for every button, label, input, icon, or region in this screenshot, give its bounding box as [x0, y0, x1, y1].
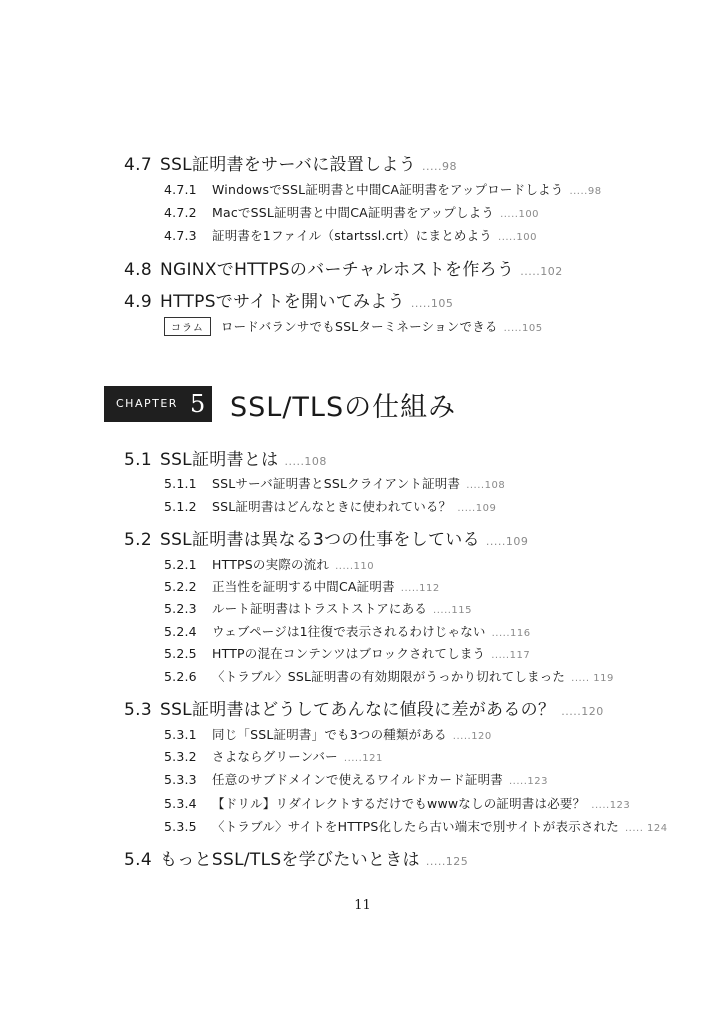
toc-entry: [164, 747, 383, 765]
subsection-number: 5.2.3: [164, 601, 197, 616]
subsection-title: 【ドリル】リダイレクトするだけでもwwwなしの証明書は必要？: [212, 796, 586, 811]
toc-entry: [164, 794, 630, 812]
toc-entry: [124, 255, 563, 280]
page-ref: .....121: [343, 753, 383, 764]
section-title: SSL証明書をサーバに設置しよう: [160, 155, 417, 175]
toc-entry: [124, 287, 453, 312]
section-title: SSL証明書はどうしてあんなに値段に差があるの？: [160, 700, 556, 720]
subsection-number: 5.2.2: [164, 579, 197, 594]
subsection-number: 5.1.2: [164, 499, 197, 514]
toc-entry: [164, 203, 539, 221]
subsection-title: 正当性を証明する中間CA証明書: [212, 579, 395, 594]
subsection-number: 5.2.6: [164, 669, 197, 684]
page-ref: .....109: [457, 503, 497, 514]
toc-entry: [164, 180, 602, 198]
column-title: ロードバランサでもSSLターミネーションできる: [220, 319, 498, 334]
subsection-number: 5.2.1: [164, 557, 197, 572]
toc-entry: [164, 725, 492, 743]
page-ref: .....109: [485, 535, 529, 548]
toc-entry: [164, 577, 440, 595]
section-number: 4.7: [124, 155, 152, 175]
section-number: 4.9: [124, 292, 152, 312]
page-ref: .....123: [591, 800, 631, 811]
section-number: 5.1: [124, 450, 152, 470]
subsection-title: WindowsでSSL証明書と中間CA証明書をアップロードしよう: [212, 182, 564, 197]
page-ref: .....120: [561, 705, 604, 718]
subsection-title: MacでSSL証明書と中間CA証明書をアップしよう: [212, 205, 495, 220]
page-ref: .....112: [400, 583, 440, 594]
subsection-number: 5.2.5: [164, 646, 197, 661]
subsection-number: 5.3.5: [164, 819, 197, 834]
toc-entry: [164, 474, 505, 492]
subsection-number: 4.7.2: [164, 205, 197, 220]
page-ref: .....117: [491, 650, 531, 661]
subsection-title: HTTPSの実際の流れ: [212, 557, 330, 572]
page-ref: .....98: [422, 160, 457, 173]
subsection-number: 5.3.2: [164, 749, 197, 764]
page-ref: .....110: [335, 561, 375, 572]
toc-entry: [164, 226, 537, 244]
toc-entry: [124, 525, 528, 550]
chapter-number: 5: [190, 390, 206, 418]
section-title: SSL証明書とは: [160, 450, 279, 470]
subsection-title: 任意のサブドメインで使えるワイルドカード証明書: [212, 772, 503, 787]
subsection-number: 5.3.3: [164, 772, 197, 787]
subsection-number: 5.2.4: [164, 624, 197, 639]
subsection-number: 5.3.1: [164, 727, 197, 742]
subsection-title: 〈トラブル〉SSL証明書の有効期限がうっかり切れてしまった: [212, 669, 566, 684]
section-number: 5.2: [124, 530, 152, 550]
page-ref: .....120: [452, 731, 492, 742]
section-title: HTTPSでサイトを開いてみよう: [160, 292, 405, 312]
subsection-title: ルート証明書はトラストストアにある: [212, 601, 428, 616]
page-ref: .....105: [503, 323, 543, 334]
toc-entry: [164, 644, 530, 662]
subsection-title: 〈トラブル〉サイトをHTTPS化したら古い端末で別サイトが表示された: [212, 819, 619, 834]
page-ref: .....98: [569, 186, 602, 197]
toc-entry: [164, 497, 496, 515]
section-number: 5.3: [124, 700, 152, 720]
subsection-title: SSL証明書はどんなときに使われている？: [212, 499, 452, 514]
subsection-title: 同じ「SSL証明書」でも3つの種類がある: [212, 727, 447, 742]
chapter-badge: [104, 386, 212, 422]
toc-entry: [164, 599, 472, 617]
toc-entry: [164, 622, 531, 640]
page-ref: .....123: [508, 776, 548, 787]
section-number: 5.4: [124, 850, 152, 870]
page-ref: .....102: [520, 265, 563, 278]
column-tag: コラム: [164, 317, 211, 336]
subsection-number: 4.7.3: [164, 228, 197, 243]
page-ref: .....108: [284, 455, 327, 468]
page-ref: .....105: [410, 297, 454, 310]
chapter-title: SSL/TLSの仕組み: [230, 392, 457, 423]
subsection-title: さよならグリーンバー: [212, 749, 338, 764]
section-number: 4.8: [124, 260, 152, 280]
subsection-title: 証明書を1ファイル（startssl.crt）にまとめよう: [212, 228, 493, 243]
section-title: もっとSSL/TLSを学びたいときは: [160, 850, 420, 870]
toc-entry: [124, 695, 604, 720]
toc-entry: [124, 445, 327, 470]
page-ref: .....116: [491, 628, 531, 639]
page-ref: .....100: [498, 232, 537, 243]
toc-entry: [124, 845, 468, 870]
chapter-label: CHAPTER: [116, 397, 178, 410]
subsection-number: 5.3.4: [164, 796, 197, 811]
section-title: NGINXでHTTPSのバーチャルホストを作ろう: [160, 260, 515, 280]
page-ref: .....115: [433, 605, 473, 616]
toc-entry: [164, 817, 668, 835]
page-ref: .....100: [500, 209, 540, 220]
page-number: 11: [354, 898, 371, 913]
section-title: SSL証明書は異なる3つの仕事をしている: [160, 530, 480, 550]
toc-entry: [164, 555, 374, 573]
page-ref: .....125: [425, 855, 469, 868]
subsection-title: SSLサーバ証明書とSSLクライアント証明書: [212, 476, 461, 491]
page-ref: .....108: [466, 480, 506, 491]
toc-entry: [124, 150, 457, 175]
page-ref: ..... 124: [624, 823, 668, 834]
subsection-number: 5.1.1: [164, 476, 197, 491]
column-entry: [164, 317, 543, 336]
toc-entry: [164, 770, 548, 788]
subsection-title: ウェブページは1往復で表示されるわけじゃない: [212, 624, 486, 639]
page-ref: ..... 119: [571, 673, 614, 684]
subsection-number: 4.7.1: [164, 182, 197, 197]
toc-entry: [164, 667, 614, 685]
subsection-title: HTTPの混在コンテンツはブロックされてしまう: [212, 646, 486, 661]
